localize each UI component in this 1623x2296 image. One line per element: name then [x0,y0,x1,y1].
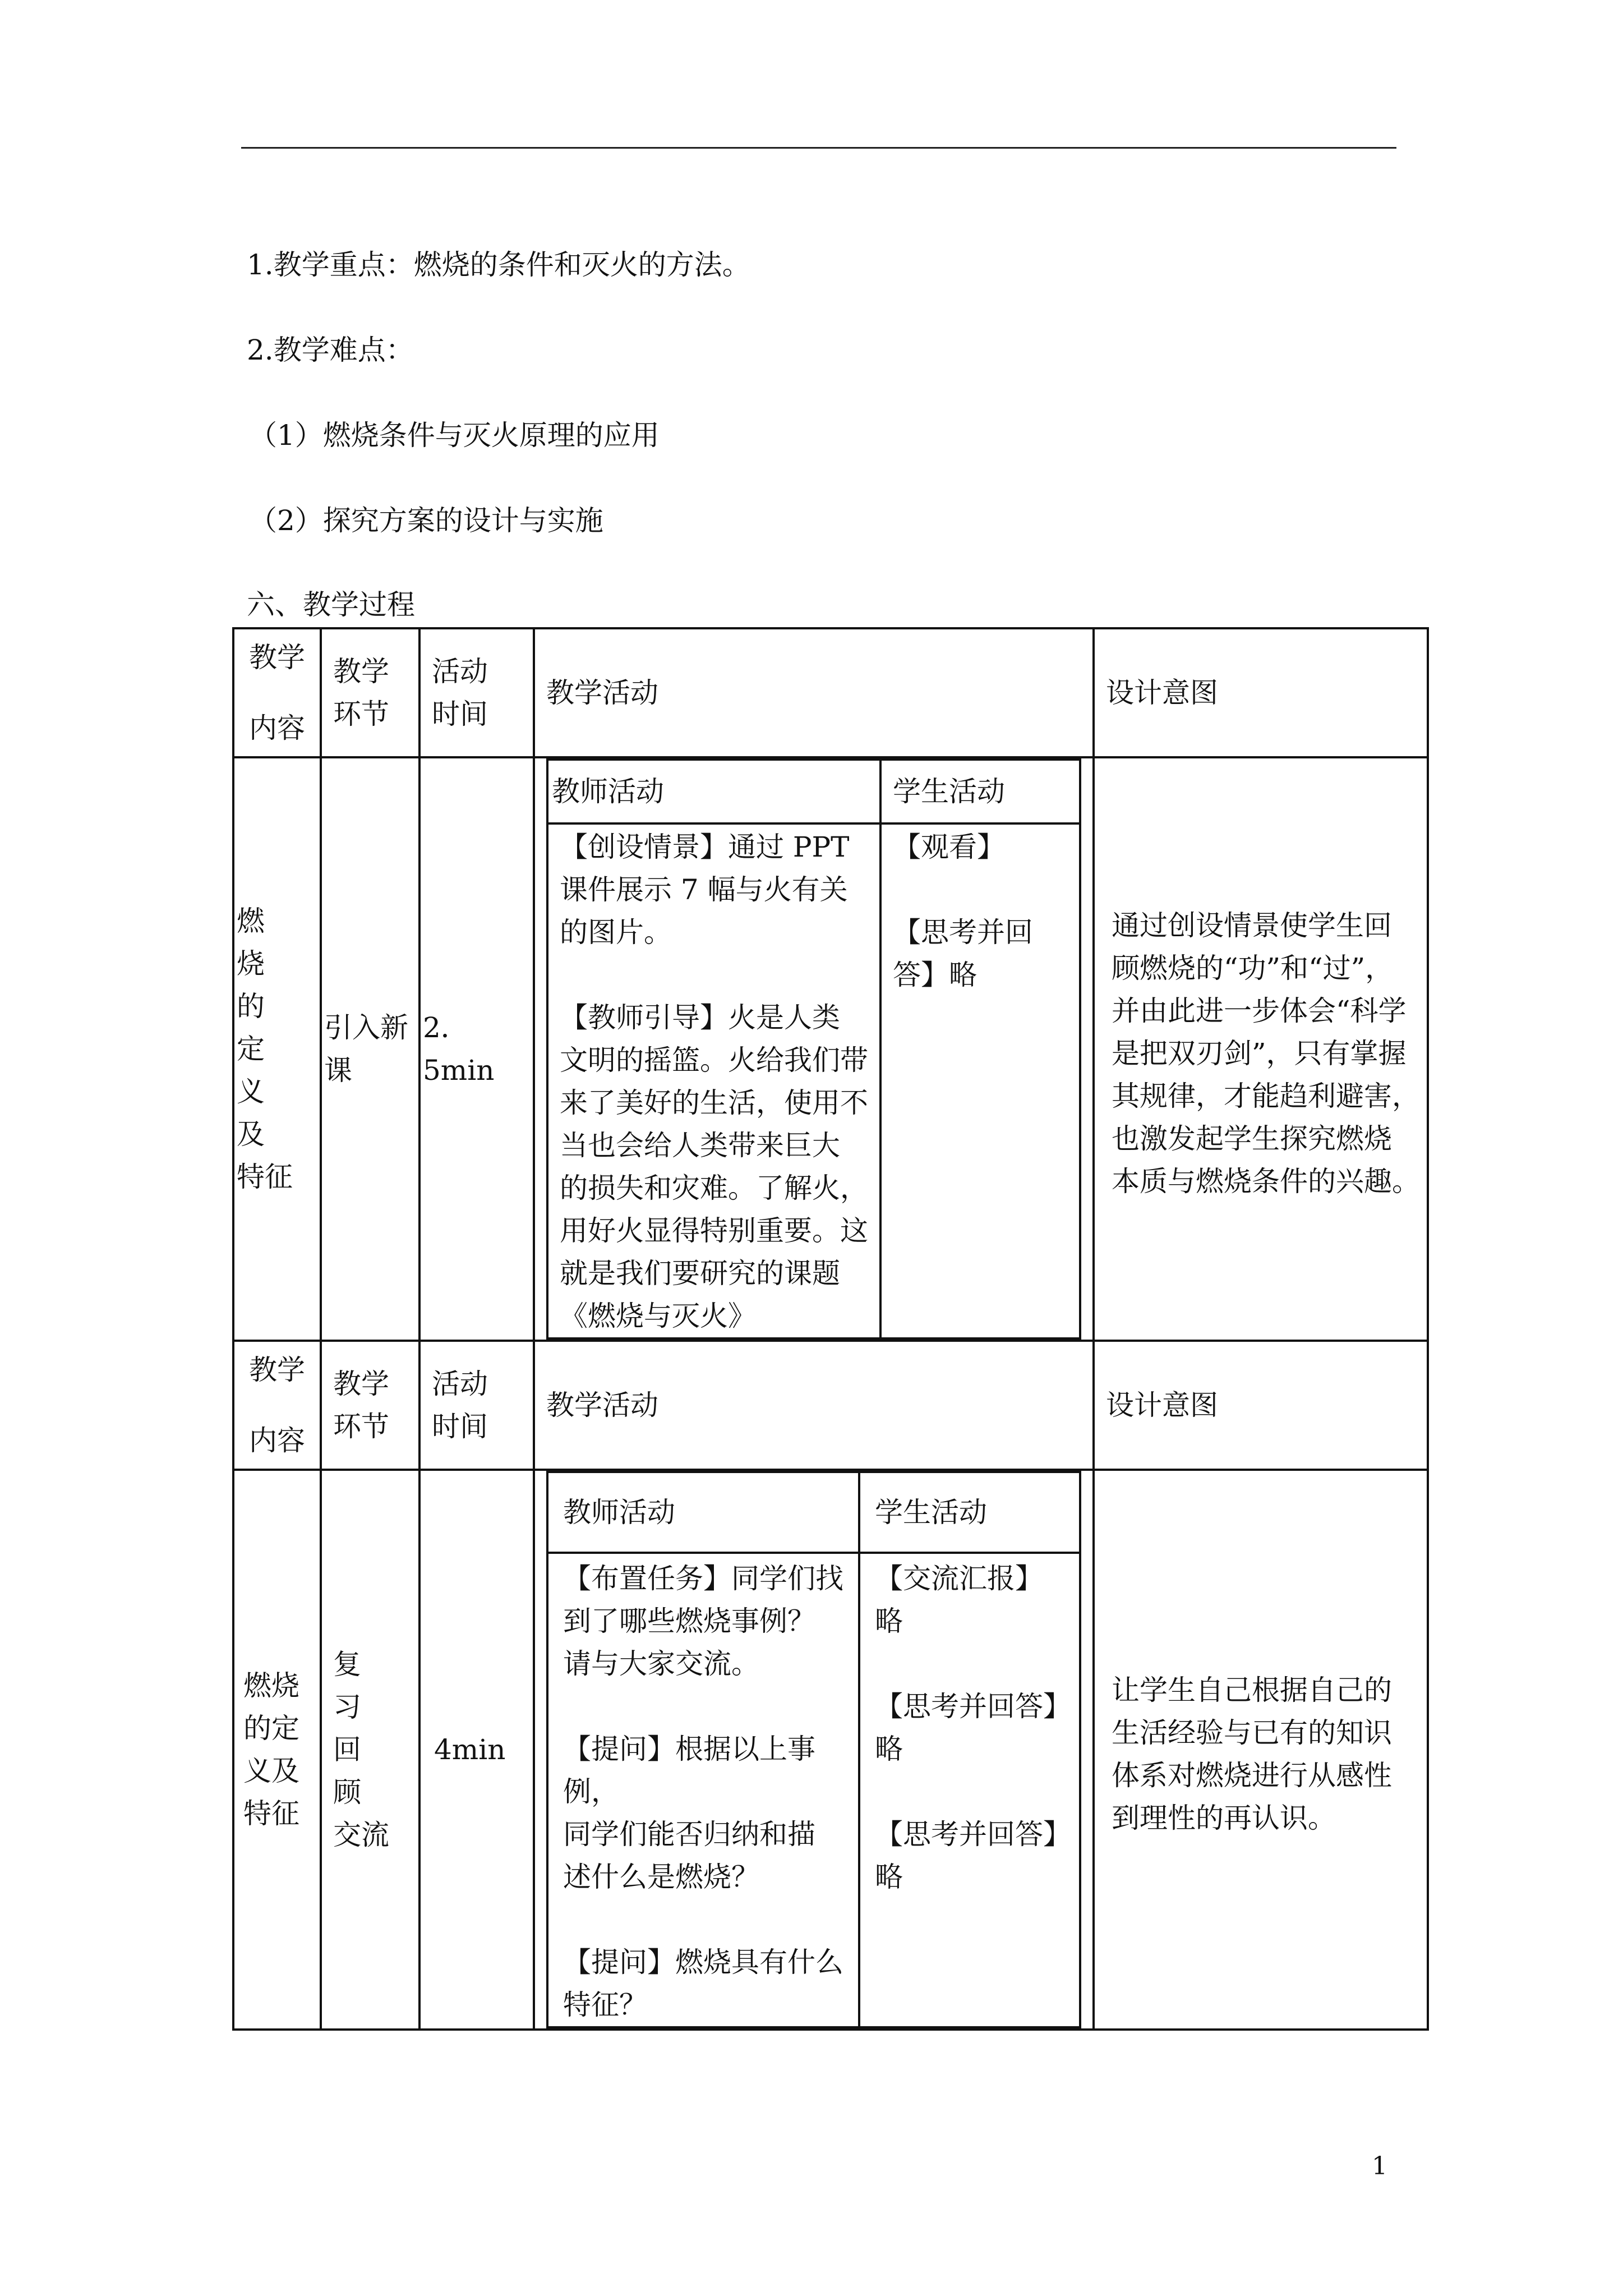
teaching-process-table [232,627,1429,2031]
teacher-activity-line: 就是我们要研究的课题 [560,1257,840,1290]
design-intent-line: 并由此进一步体会“科学 [1112,995,1407,1027]
row2-time: 4min [419,1470,534,2030]
page-number: 1 [1372,2152,1387,2180]
section-heading: 六、教学过程 [247,588,415,621]
header-intent: 设计意图 [1094,1341,1428,1470]
row1-time: 2．5min [419,757,534,1341]
table-header-row [233,628,1428,757]
row2-content [233,1470,321,2030]
design-intent-line: 顾燃烧的“功”和“过”， [1112,952,1394,984]
row1-segment [321,757,419,1341]
design-intent-line: 到理性的再认识。 [1112,1802,1336,1834]
content-line: 的定 [243,1712,299,1745]
student-activity-line: 【思考并回答】 [875,1690,1071,1723]
table-row [233,757,1428,1341]
student-activity-line: 【交流汇报】 [875,1562,1043,1595]
header-segment: 教学 环节 [321,628,419,757]
content-line: 义及 [243,1755,299,1787]
row2-student-label: 学生活动 [859,1472,1080,1553]
design-intent-line: 通过创设情景使学生回 [1112,909,1392,942]
student-activity-line [875,1642,1073,1685]
header-content: 教学 内容 [233,628,321,757]
teacher-activity-line: 当也会给人类带来巨大 [560,1129,840,1162]
content-line: 燃烧 [243,1669,299,1702]
teacher-activity-line [563,1898,852,1941]
content-line: 特征 [237,1161,293,1193]
teacher-activity-line: 【提问】根据以上事例， [563,1733,815,1808]
student-activity-line: 【思考并回 [893,916,1033,949]
difficulty-item-2: （2）探究方案的设计与实施 [249,504,603,537]
student-activity-line: 【观看】 [893,831,1005,863]
design-intent-line: 生活经验与已有的知识 [1112,1717,1392,1749]
header-rule [241,147,1396,149]
segment-line: 引入新 [324,1011,408,1044]
teacher-activity-line [563,1685,852,1728]
student-activity-line: 略 [875,1605,903,1637]
content-line: 燃 烧 [237,905,293,980]
design-intent-line: 是把双刃剑”，只有掌握 [1112,1037,1407,1070]
teacher-activity-line: 《燃烧与灭火》 [560,1300,756,1332]
teacher-activity-line [560,954,873,996]
content-line: 特征 [243,1797,299,1830]
row2-intent [1094,1470,1428,2030]
design-intent-line: 其规律，才能趋利避害， [1112,1080,1420,1112]
teacher-activity-line: 来了美好的生活，使用不 [560,1087,868,1119]
teacher-activity-line: 特征？ [563,1989,647,2021]
row1-student-text [880,823,1080,1338]
segment-line: 交流 [333,1819,389,1851]
row1-teacher-label: 教师活动 [547,760,880,823]
row2-teacher-text [547,1553,859,2027]
row1-student-label: 学生活动 [880,760,1080,823]
teacher-activity-line: 述什么是燃烧？ [563,1861,759,1893]
row2-teacher-label: 教师活动 [547,1472,859,1553]
teacher-activity-line: 同学们能否归纳和描 [563,1818,815,1851]
student-activity-line: 答】略 [893,959,977,991]
key-point-paragraph: 1.教学重点：燃烧的条件和灭火的方法。 [247,249,750,281]
header-intent: 设计意图 [1094,628,1428,757]
difficulty-heading: 2.教学难点： [247,334,414,366]
row2-segment [321,1470,419,2030]
teacher-activity-line: 【教师引导】火是人类 [560,1001,840,1034]
header-time: 活动 时间 [419,1341,534,1470]
content-line: 的 定 [237,990,293,1065]
segment-line: 回 顾 [333,1733,389,1809]
row1-intent [1094,757,1428,1341]
header-activity: 教学活动 [534,628,1094,757]
row1-teacher-text [547,823,880,1338]
teacher-activity-line: 课件展示 7 幅与火有关 [560,873,848,906]
teacher-activity-line: 【提问】燃烧具有什么 [563,1946,843,1978]
teacher-activity-line: 用好火显得特别重要。这 [560,1214,868,1247]
teaching-process-table-wrap [232,627,1429,2031]
header-activity: 教学活动 [534,1341,1094,1470]
design-intent-line: 体系对燃烧进行从感性 [1112,1759,1392,1792]
header-segment: 教学 环节 [321,1341,419,1470]
student-activity-line: 略 [875,1861,903,1893]
difficulty-item-1: （1）燃烧条件与灭火原理的应用 [249,419,660,452]
row2-activity [534,1470,1094,2030]
student-activity-line: 略 [875,1733,903,1765]
teacher-activity-line: 【布置任务】同学们找 [563,1562,843,1595]
teacher-activity-line: 文明的摇篮。火给我们带 [560,1044,868,1076]
student-activity-line [875,1770,1073,1813]
teacher-activity-line: 到了哪些燃烧事例？ [563,1605,815,1637]
table-row [233,1470,1428,2030]
design-intent-line: 本质与燃烧条件的兴趣。 [1112,1165,1420,1198]
header-time: 活动 时间 [419,628,534,757]
student-activity-line [893,868,1072,911]
student-activity-line: 【思考并回答】 [875,1818,1071,1851]
segment-line: 课 [324,1054,352,1087]
teacher-activity-line: 的损失和灾难。了解火， [560,1172,868,1204]
row1-content [233,757,321,1341]
segment-line: 复 习 [333,1648,389,1723]
row1-activity [534,757,1094,1341]
header-content: 教学 内容 [233,1341,321,1470]
table-header-row [233,1341,1428,1470]
row2-student-text [859,1553,1080,2027]
design-intent-line: 让学生自己根据自己的 [1112,1674,1392,1706]
teacher-activity-line: 请与大家交流。 [563,1648,759,1680]
teacher-activity-line: 【创设情景】通过 PPT [560,831,850,863]
design-intent-line: 也激发起学生探究燃烧 [1112,1122,1392,1155]
teacher-activity-line: 的图片。 [560,916,672,949]
content-line: 义 及 [237,1075,293,1151]
